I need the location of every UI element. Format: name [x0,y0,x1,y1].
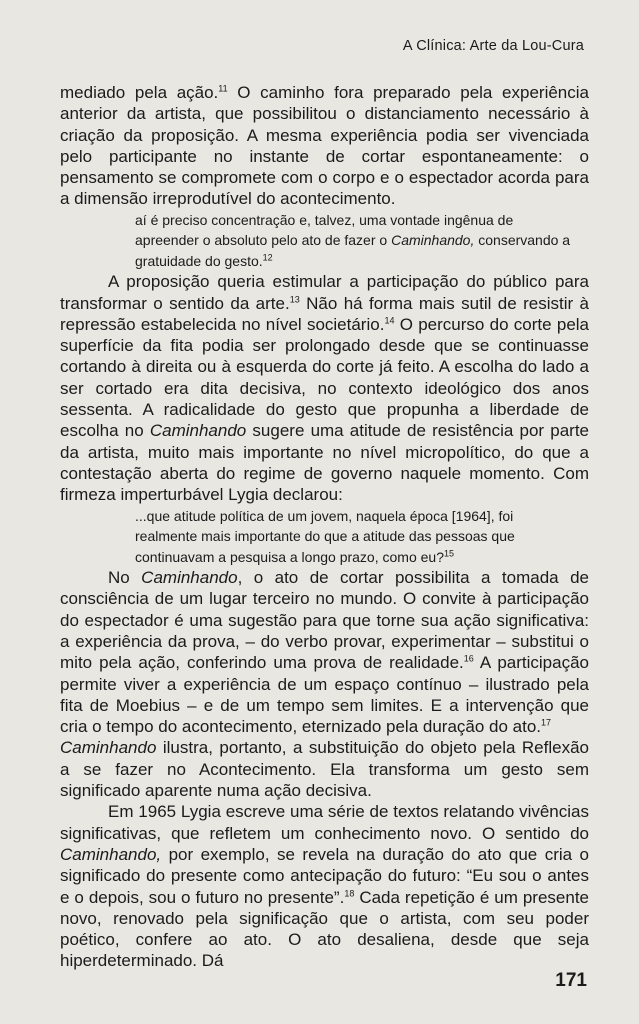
running-header: A Clínica: Arte da Lou-Cura [402,38,584,54]
page-body [60,82,589,972]
paragraph-4: Em 1965 Lygia escreve uma série de textos relatando vivências significativas, que refletem um conhecimento novo. O sentido do Caminhando, por exemplo, se revela na duração do ato que cria o significado do presente como antecipação do futuro: “Eu sou o antes e o depois, sou o futuro no presente”.$^{18}$ Cada repetição é um presente novo, renovado pela significação que o artista, com seu poder poético, confere ao ato. O ato desaliena, desde que seja hiperdeterminado. Dá [60,802,590,971]
block-quote-2: ...que atitude política de um jovem, naquela época [1964], foi realmente mais importante do que a atitude das pessoas que continuavam a pesquisa a longo prazo, como eu?$^{15}$ [135,507,515,565]
footnote-ref: 16 [463,653,474,664]
page-number: 171 [555,970,587,991]
footnote-ref: 11 [218,83,228,94]
footnote-ref: 18 [344,887,355,898]
footnote-ref: 14 [384,315,395,326]
footnote-ref: 12 [262,252,273,263]
footnote-ref: 13 [289,293,300,304]
block-quote-1: aí é preciso concentração e, talvez, uma vontade ingênua de apreender o absoluto pelo ato de fazer o Caminhando, conservando a gratuidade do gesto.$^{12}$ [135,211,571,269]
paragraph-3: No Caminhando, o ato de cortar possibilita a tomada de consciência de um lugar terceiro no mundo. O convite à participação do espectador é uma sugestão para que torne sua ação significativa: a experiência da prova, – do verbo provar, experimentar – substitui o mito pela ação, conferindo uma prova de realidade.$^{16}$ A participação permite viver a experiência de um espaço contínuo – ilustrado pela fita de Moebius – e de um tempo sem limites. E a intervenção que cria o tempo do acontecimento, eternizado pela duração do ato.$^{17}$ Caminhando ilustra, portanto, a substituição do objeto pela Reflexão a se fazer no Acontecimento. Ela transforma um gesto sem significado aparente numa ação decisiva. [60,568,589,801]
footnote-ref: 15 [443,547,454,558]
footnote-ref: 17 [541,717,552,728]
paragraph-2: A proposição queria estimular a participação do público para transformar o sentido da arte.$^{13}$ Não há forma mais sutil de resistir à repressão estabelecida no nível societário.$^{14}$ O percurso do corte pela superfície da fita podia ser prolongado desde que se continuasse cortando à direita ou à esquerda do corte já feito. A escolha do lado a ser cortado era dita decisiva, no contexto ideológico dos anos sessenta. A radicalidade do gesto que propunha a liberdade de escolha no Caminhando sugere uma atitude de resistência por parte da artista, muito mais importante no nível micropolítico, do que a contestação aberta do regime de governo naquele momento. Com firmeza imperturbável Lygia declarou: [60,272,590,505]
paragraph-1: mediado pela ação.$^{11}$ O caminho fora preparado pela experiência anterior da artista, que possibilitou o distanciamento necessário à criação da proposição. A mesma experiência podia ser vivenciada pelo participante no instante de cortar espontaneamente: o pensamento se compromete com o corpo e o espectador acorda para a dimensão irreprodutível do acontecimento. [60,83,589,209]
